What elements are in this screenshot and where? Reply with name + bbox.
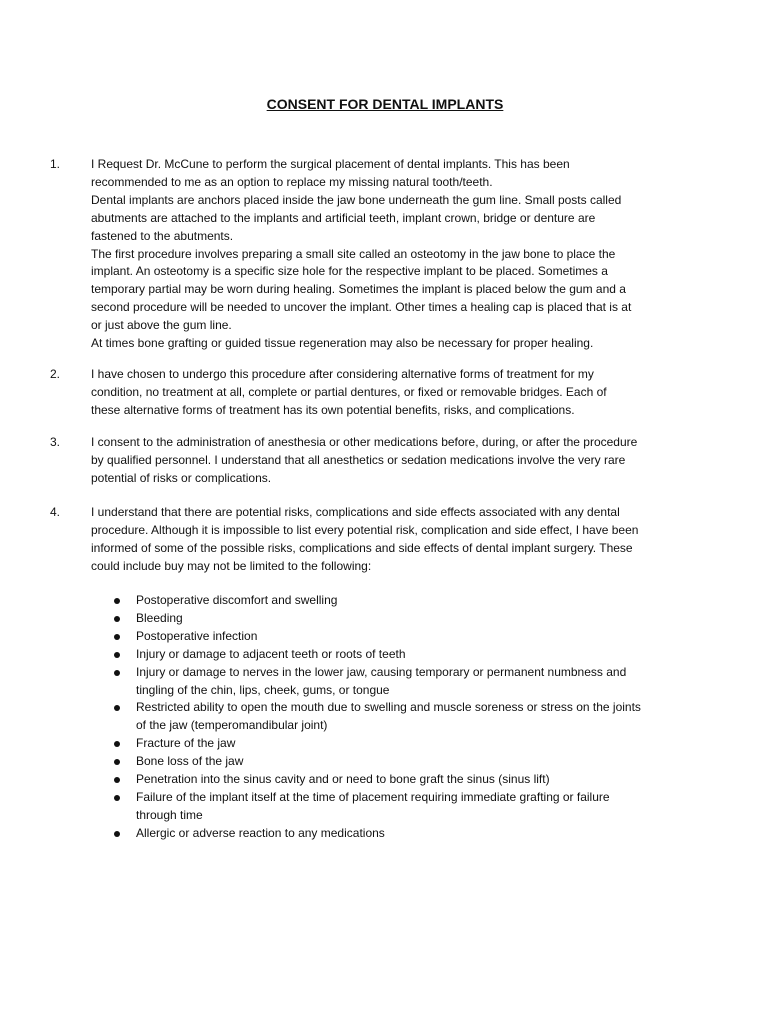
risk-item: [0, 664, 770, 700]
section-number: 3.: [50, 435, 61, 449]
risk-line: tingling of the chin, lips, cheek, gums, or tongue: [136, 682, 390, 697]
section-line: abutments are attached to the implants and artificial teeth, implant crown, bridge or denture are: [91, 210, 596, 225]
section-line: fastened to the abutments.: [91, 228, 234, 243]
risk-item: [0, 610, 770, 628]
risk-line: of the jaw (temperomandibular joint): [136, 718, 328, 733]
risk-line: Bone loss of the jaw: [136, 754, 244, 769]
risk-line: Penetration into the sinus cavity and or need to bone graft the sinus (sinus lift): [136, 772, 550, 787]
risk-item: [0, 699, 770, 735]
section-number: 4.: [50, 505, 61, 519]
section-line: or just above the gum line.: [91, 318, 232, 333]
risk-line: Injury or damage to nerves in the lower jaw, causing temporary or permanent numbness and: [136, 664, 627, 679]
section-line: I Request Dr. McCune to perform the surgical placement of dental implants. This has been: [91, 157, 570, 171]
risk-line: Injury or damage to adjacent teeth or roots of teeth: [136, 646, 406, 661]
section-line: temporary partial may be worn during healing. Sometimes the implant is placed below the gum and a: [91, 282, 626, 297]
section-line: second procedure will be needed to uncover the implant. Other times a healing cap is placed that is at: [91, 300, 632, 315]
document-title: CONSENT FOR DENTAL IMPLANTS: [266, 96, 504, 112]
section-body: [91, 156, 701, 353]
risk-item: [0, 592, 770, 610]
risk-line: Restricted ability to open the mouth due to swelling and muscle soreness or stress on the joints: [136, 700, 641, 715]
risk-item: [0, 646, 770, 664]
section-line: I have chosen to undergo this procedure after considering alternative forms of treatment for my: [91, 367, 594, 381]
section-body: [91, 504, 701, 576]
section-line: could include buy may not be limited to the following:: [91, 558, 372, 573]
section-body: [91, 366, 701, 420]
section-line: Dental implants are anchors placed inside the jaw bone underneath the gum line. Small posts called: [91, 192, 622, 207]
risk-list: [0, 592, 770, 843]
section-line: informed of some of the possible risks, complications and side effects of dental implant surgery. These: [91, 540, 633, 555]
risk-item: [0, 628, 770, 646]
risk-item: [0, 825, 770, 843]
section-line: potential of risks or complications.: [91, 470, 272, 485]
risk-item: [0, 753, 770, 771]
bullet-icon: [114, 634, 120, 640]
risk-item: [0, 771, 770, 789]
section-line: At times bone grafting or guided tissue regeneration may also be necessary for proper healing.: [91, 336, 594, 351]
section-line: condition, no treatment at all, complete or partial dentures, or fixed or removable bridges. Each of: [91, 384, 607, 399]
section-line: procedure. Although it is impossible to list every potential risk, complication and side effect, I have been: [91, 522, 639, 537]
bullet-icon: [114, 670, 120, 676]
risk-line: Allergic or adverse reaction to any medications: [136, 825, 385, 840]
section-line: these alternative forms of treatment has its own potential benefits, risks, and complications.: [91, 402, 575, 417]
section-body: [91, 434, 701, 488]
risk-line: Postoperative infection: [136, 628, 258, 643]
risk-line: through time: [136, 807, 203, 822]
risk-line: Postoperative discomfort and swelling: [136, 593, 338, 607]
risk-line: Fracture of the jaw: [136, 736, 236, 751]
risk-item: [0, 735, 770, 753]
bullet-icon: [114, 598, 120, 604]
bullet-icon: [114, 705, 120, 711]
section-line: recommended to me as an option to replace my missing natural tooth/teeth.: [91, 174, 493, 189]
risk-item: [0, 789, 770, 825]
section-number: 2.: [50, 367, 61, 381]
section-line: I understand that there are potential risks, complications and side effects associated with any dental: [91, 505, 620, 519]
risk-line: Bleeding: [136, 610, 183, 625]
bullet-icon: [114, 652, 120, 658]
section-line: by qualified personnel. I understand that all anesthetics or sedation medications involve the very rare: [91, 452, 626, 467]
bullet-icon: [114, 795, 120, 801]
section-line: implant. An osteotomy is a specific size hole for the respective implant to be placed. Sometimes a: [91, 264, 608, 279]
section-line: The first procedure involves preparing a small site called an osteotomy in the jaw bone to place the: [91, 246, 616, 261]
risk-line: Failure of the implant itself at the time of placement requiring immediate grafting or failure: [136, 789, 610, 804]
bullet-icon: [114, 831, 120, 837]
bullet-icon: [114, 759, 120, 765]
bullet-icon: [114, 616, 120, 622]
bullet-icon: [114, 777, 120, 783]
section-number: 1.: [50, 157, 61, 171]
section-line: I consent to the administration of anesthesia or other medications before, during, or after the procedure: [91, 435, 638, 449]
bullet-icon: [114, 741, 120, 747]
